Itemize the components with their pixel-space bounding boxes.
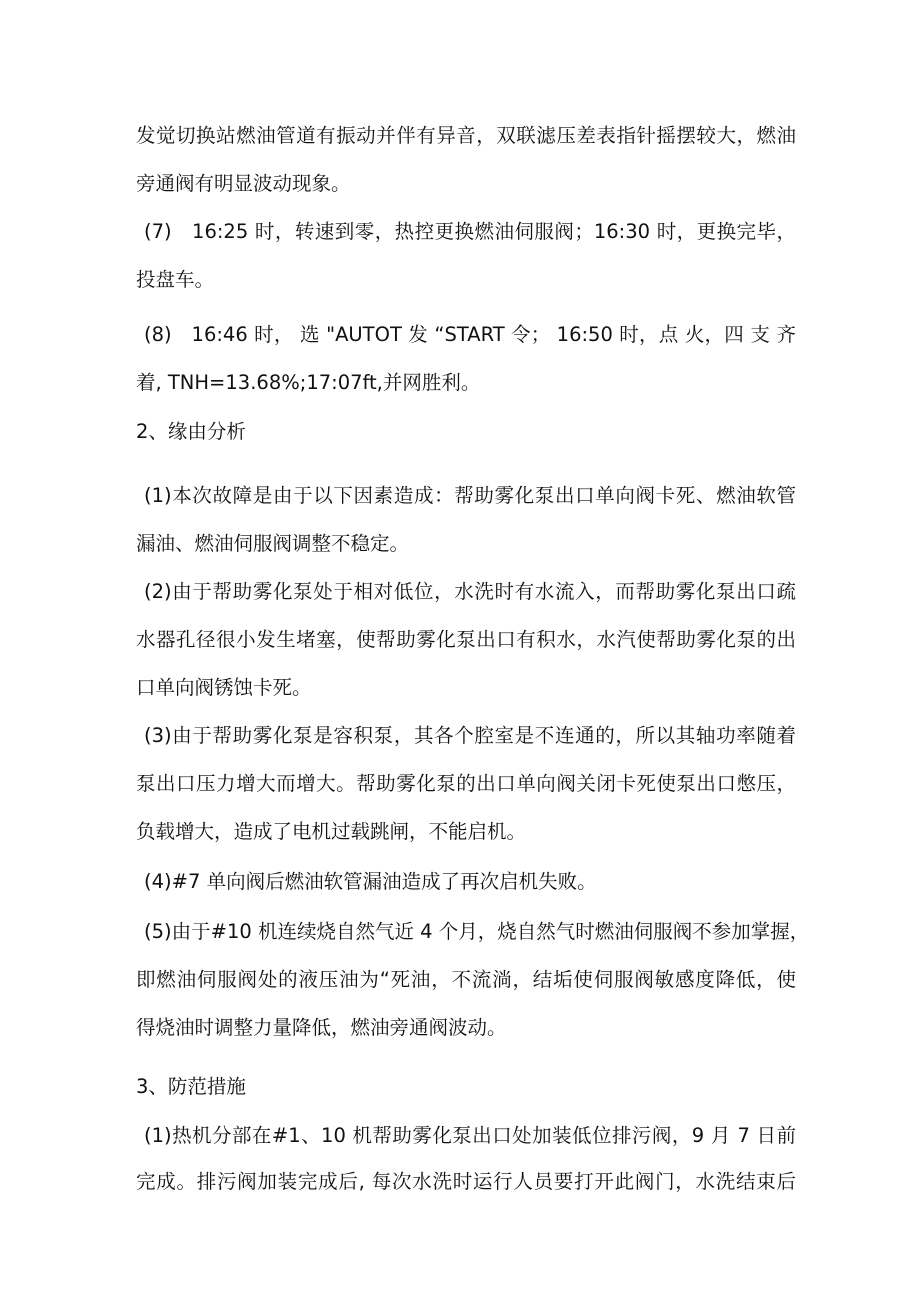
text-line: (7) 16:25 时，转速到零，热控更换燃油伺服阀；16:30 时，更换完毕，: [144, 220, 796, 243]
text-line: 水器孔径很小发生堵塞，使帮助雾化泵出口有积水，水汽使帮助雾化泵的出: [136, 628, 796, 651]
text-line: 发觉切换站燃油管道有振动并伴有异音，双联滤压差表指针摇摆较大，燃油: [136, 124, 796, 147]
text-line: 旁通阀有明显波动现象。: [136, 172, 351, 195]
text-line: 口单向阀锈蚀卡死。: [136, 676, 312, 699]
text-line: 着, TNH=13.68%;17:07ft,并网胜利。: [136, 371, 481, 394]
text-line: 完成。排污阀加装完成后, 每次水洗时运行人员要打开此阀门，水洗结束后: [136, 1170, 796, 1193]
text-line: (1)本次故障是由于以下因素造成：帮助雾化泵出口单向阀卡死、燃油软管: [144, 484, 796, 507]
section-heading: 2、缘由分析: [136, 420, 246, 443]
section-heading: 3、防范措施: [136, 1075, 246, 1098]
text-line: 即燃油伺服阀处的液压油为“死油，不流淌，结垢使伺服阀敏感度降低，使: [136, 968, 796, 991]
text-line: (4)#7 单向阀后燃油软管漏油造成了再次启机失败。: [144, 870, 597, 893]
text-line: (2)由于帮助雾化泵处于相对低位，水洗时有水流入，而帮助雾化泵出口疏: [144, 580, 796, 603]
text-line: 泵出口压力增大而增大。帮助雾化泵的出口单向阀关闭卡死使泵出口憋压，: [136, 772, 796, 795]
text-line: 漏油、燃油伺服阀调整不稳定。: [136, 532, 410, 555]
text-line: (8) 16:46 时， 选 "AUTOT 发 “START 令； 16:50 时，点 火，四 支 齐: [144, 323, 796, 346]
text-line: 得烧油时调整力量降低，燃油旁通阀波动。: [136, 1016, 507, 1039]
text-line: (1)热机分部在#1、10 机帮助雾化泵出口处加装低位排污阀，9 月 7 日前: [144, 1124, 796, 1147]
text-line: (5)由于#10 机连续烧自然气近 4 个月，烧自然气时燃油伺服阀不参加掌握，: [144, 920, 810, 943]
text-line: (3)由于帮助雾化泵是容积泵，其各个腔室是不连通的，所以其轴功率随着: [144, 724, 796, 747]
text-line: 投盘车。: [136, 268, 215, 291]
text-line: 负载增大，造成了电机过载跳闸，不能启机。: [136, 820, 527, 843]
